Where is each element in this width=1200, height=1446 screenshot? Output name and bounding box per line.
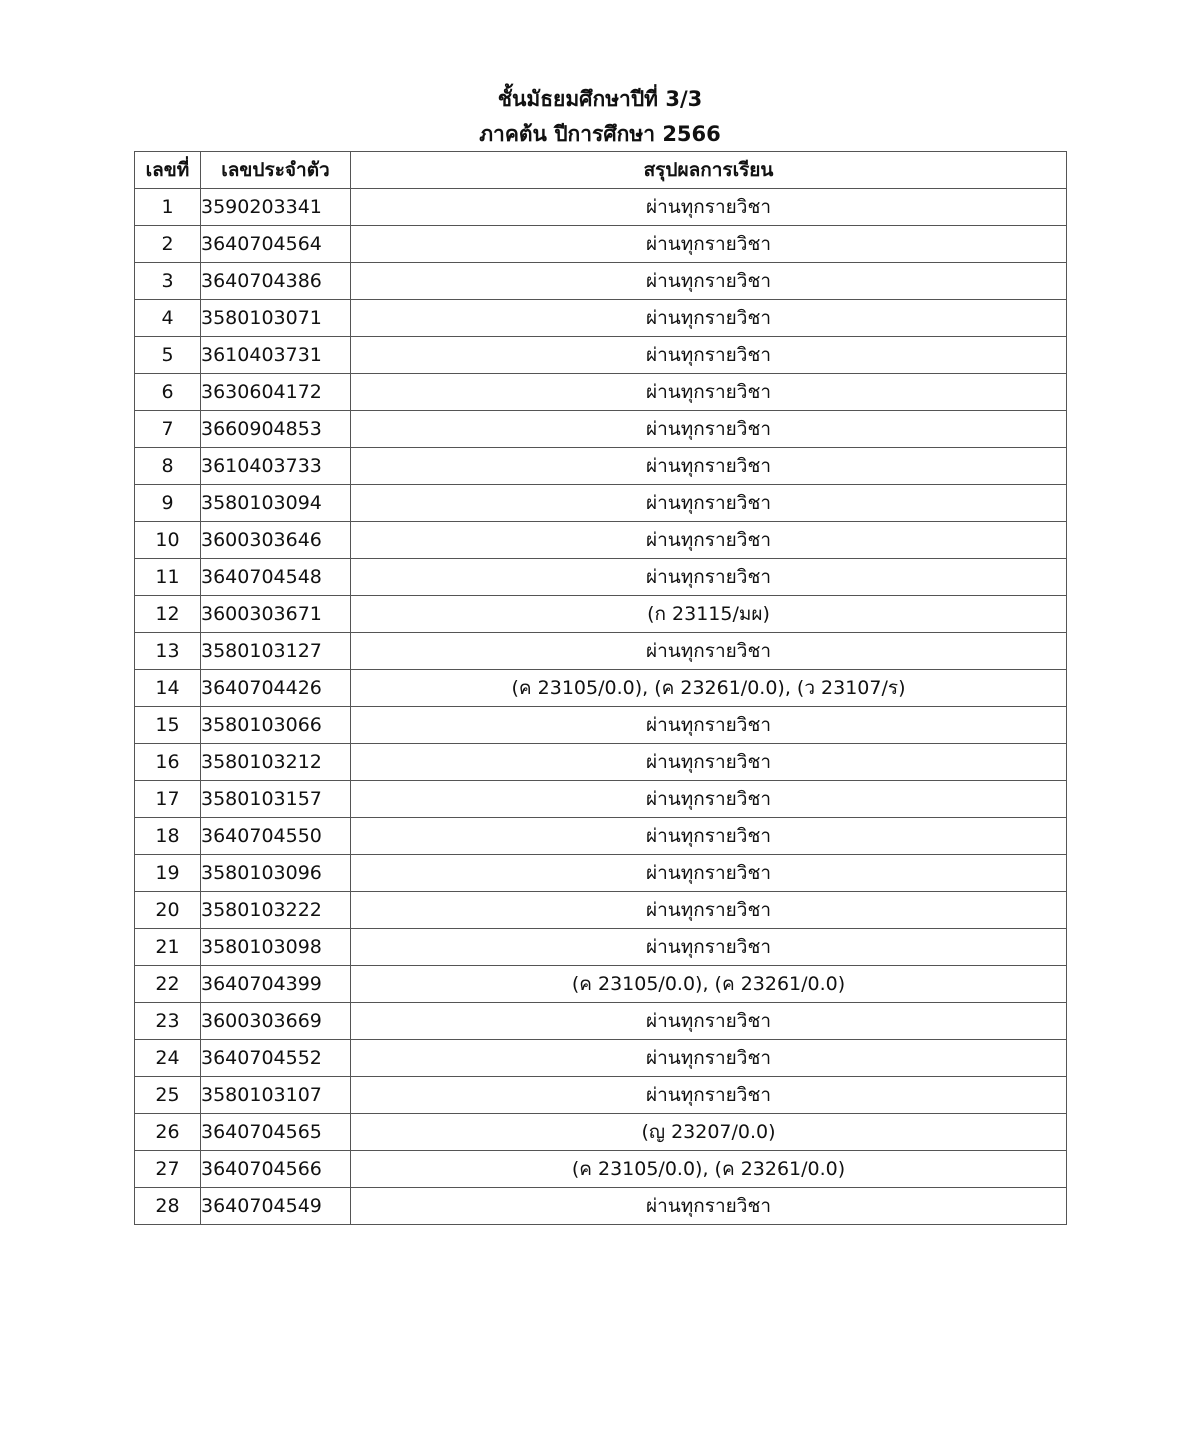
- cell-number: 25: [135, 1077, 201, 1114]
- column-header-student-id: เลขประจำตัว: [201, 152, 351, 189]
- cell-number: 23: [135, 1003, 201, 1040]
- cell-result: (ก 23115/มผ): [351, 596, 1067, 633]
- cell-result: ผ่านทุกรายวิชา: [351, 522, 1067, 559]
- cell-number: 14: [135, 670, 201, 707]
- table-row: [135, 263, 1067, 300]
- table-row: [135, 1040, 1067, 1077]
- cell-result: ผ่านทุกรายวิชา: [351, 707, 1067, 744]
- cell-student-id: 3640704566: [201, 1151, 351, 1188]
- table-row: [135, 855, 1067, 892]
- cell-number: 1: [135, 189, 201, 226]
- cell-student-id: 3580103071: [201, 300, 351, 337]
- cell-number: 13: [135, 633, 201, 670]
- cell-number: 7: [135, 411, 201, 448]
- table-row: [135, 966, 1067, 1003]
- cell-result: ผ่านทุกรายวิชา: [351, 448, 1067, 485]
- column-header-result: สรุปผลการเรียน: [351, 152, 1067, 189]
- cell-student-id: 3640704550: [201, 818, 351, 855]
- cell-student-id: 3580103157: [201, 781, 351, 818]
- cell-result: (ค 23105/0.0), (ค 23261/0.0), (ว 23107/ร): [351, 670, 1067, 707]
- table-row: [135, 670, 1067, 707]
- cell-result: (ค 23105/0.0), (ค 23261/0.0): [351, 1151, 1067, 1188]
- cell-result: ผ่านทุกรายวิชา: [351, 559, 1067, 596]
- cell-number: 9: [135, 485, 201, 522]
- table-row: [135, 929, 1067, 966]
- cell-student-id: 3590203341: [201, 189, 351, 226]
- table-row: [135, 596, 1067, 633]
- cell-result: ผ่านทุกรายวิชา: [351, 374, 1067, 411]
- table-row: [135, 633, 1067, 670]
- cell-number: 26: [135, 1114, 201, 1151]
- cell-result: ผ่านทุกรายวิชา: [351, 633, 1067, 670]
- cell-student-id: 3580103222: [201, 892, 351, 929]
- cell-student-id: 3600303669: [201, 1003, 351, 1040]
- cell-result: ผ่านทุกรายวิชา: [351, 892, 1067, 929]
- cell-student-id: 3580103096: [201, 855, 351, 892]
- table-row: [135, 1077, 1067, 1114]
- cell-student-id: 3640704548: [201, 559, 351, 596]
- cell-result: ผ่านทุกรายวิชา: [351, 300, 1067, 337]
- cell-number: 22: [135, 966, 201, 1003]
- table-row: [135, 818, 1067, 855]
- cell-student-id: 3640704399: [201, 966, 351, 1003]
- cell-result: ผ่านทุกรายวิชา: [351, 189, 1067, 226]
- cell-student-id: 3640704549: [201, 1188, 351, 1225]
- cell-result: ผ่านทุกรายวิชา: [351, 226, 1067, 263]
- cell-result: ผ่านทุกรายวิชา: [351, 485, 1067, 522]
- cell-number: 16: [135, 744, 201, 781]
- cell-result: ผ่านทุกรายวิชา: [351, 1040, 1067, 1077]
- page-subtitle: ภาคต้น ปีการศึกษา 2566: [479, 122, 721, 146]
- cell-student-id: 3600303646: [201, 522, 351, 559]
- cell-number: 2: [135, 226, 201, 263]
- cell-number: 12: [135, 596, 201, 633]
- cell-student-id: 3600303671: [201, 596, 351, 633]
- cell-student-id: 3610403733: [201, 448, 351, 485]
- cell-result: ผ่านทุกรายวิชา: [351, 1003, 1067, 1040]
- table-row: [135, 744, 1067, 781]
- cell-student-id: 3580103212: [201, 744, 351, 781]
- cell-result: ผ่านทุกรายวิชา: [351, 411, 1067, 448]
- cell-number: 10: [135, 522, 201, 559]
- table-row: [135, 1151, 1067, 1188]
- results-table: [134, 151, 1067, 1225]
- table-row: [135, 189, 1067, 226]
- cell-result: ผ่านทุกรายวิชา: [351, 337, 1067, 374]
- cell-student-id: 3630604172: [201, 374, 351, 411]
- cell-number: 20: [135, 892, 201, 929]
- table-header: [135, 152, 1067, 189]
- cell-number: 3: [135, 263, 201, 300]
- cell-student-id: 3640704426: [201, 670, 351, 707]
- table-row: [135, 892, 1067, 929]
- table-row: [135, 1003, 1067, 1040]
- table-row: [135, 1114, 1067, 1151]
- cell-number: 5: [135, 337, 201, 374]
- cell-result: (ญ 23207/0.0): [351, 1114, 1067, 1151]
- cell-number: 21: [135, 929, 201, 966]
- cell-number: 6: [135, 374, 201, 411]
- cell-number: 17: [135, 781, 201, 818]
- cell-result: ผ่านทุกรายวิชา: [351, 1188, 1067, 1225]
- table-body: [135, 189, 1067, 1225]
- cell-student-id: 3640704564: [201, 226, 351, 263]
- cell-number: 15: [135, 707, 201, 744]
- table-row: [135, 781, 1067, 818]
- table-row: [135, 707, 1067, 744]
- cell-student-id: 3640704386: [201, 263, 351, 300]
- cell-number: 24: [135, 1040, 201, 1077]
- cell-result: ผ่านทุกรายวิชา: [351, 855, 1067, 892]
- cell-result: ผ่านทุกรายวิชา: [351, 263, 1067, 300]
- table-row: [135, 1188, 1067, 1225]
- cell-student-id: 3580103107: [201, 1077, 351, 1114]
- cell-number: 27: [135, 1151, 201, 1188]
- cell-student-id: 3580103127: [201, 633, 351, 670]
- table-row: [135, 559, 1067, 596]
- cell-student-id: 3580103098: [201, 929, 351, 966]
- cell-student-id: 3580103066: [201, 707, 351, 744]
- cell-result: ผ่านทุกรายวิชา: [351, 929, 1067, 966]
- column-header-number: เลขที่: [135, 152, 201, 189]
- cell-result: (ค 23105/0.0), (ค 23261/0.0): [351, 966, 1067, 1003]
- table-row: [135, 448, 1067, 485]
- page-title: ชั้นมัธยมศึกษาปีที่ 3/3: [497, 87, 703, 111]
- cell-student-id: 3640704565: [201, 1114, 351, 1151]
- cell-student-id: 3660904853: [201, 411, 351, 448]
- table-row: [135, 485, 1067, 522]
- table-row: [135, 300, 1067, 337]
- table-row: [135, 337, 1067, 374]
- table-row: [135, 374, 1067, 411]
- cell-student-id: 3640704552: [201, 1040, 351, 1077]
- cell-result: ผ่านทุกรายวิชา: [351, 744, 1067, 781]
- cell-number: 19: [135, 855, 201, 892]
- cell-number: 11: [135, 559, 201, 596]
- table-row: [135, 522, 1067, 559]
- cell-number: 28: [135, 1188, 201, 1225]
- cell-student-id: 3610403731: [201, 337, 351, 374]
- cell-student-id: 3580103094: [201, 485, 351, 522]
- table-row: [135, 226, 1067, 263]
- cell-result: ผ่านทุกรายวิชา: [351, 1077, 1067, 1114]
- table-row: [135, 411, 1067, 448]
- cell-result: ผ่านทุกรายวิชา: [351, 818, 1067, 855]
- cell-number: 18: [135, 818, 201, 855]
- cell-number: 8: [135, 448, 201, 485]
- cell-number: 4: [135, 300, 201, 337]
- header-row: [135, 152, 1067, 189]
- cell-result: ผ่านทุกรายวิชา: [351, 781, 1067, 818]
